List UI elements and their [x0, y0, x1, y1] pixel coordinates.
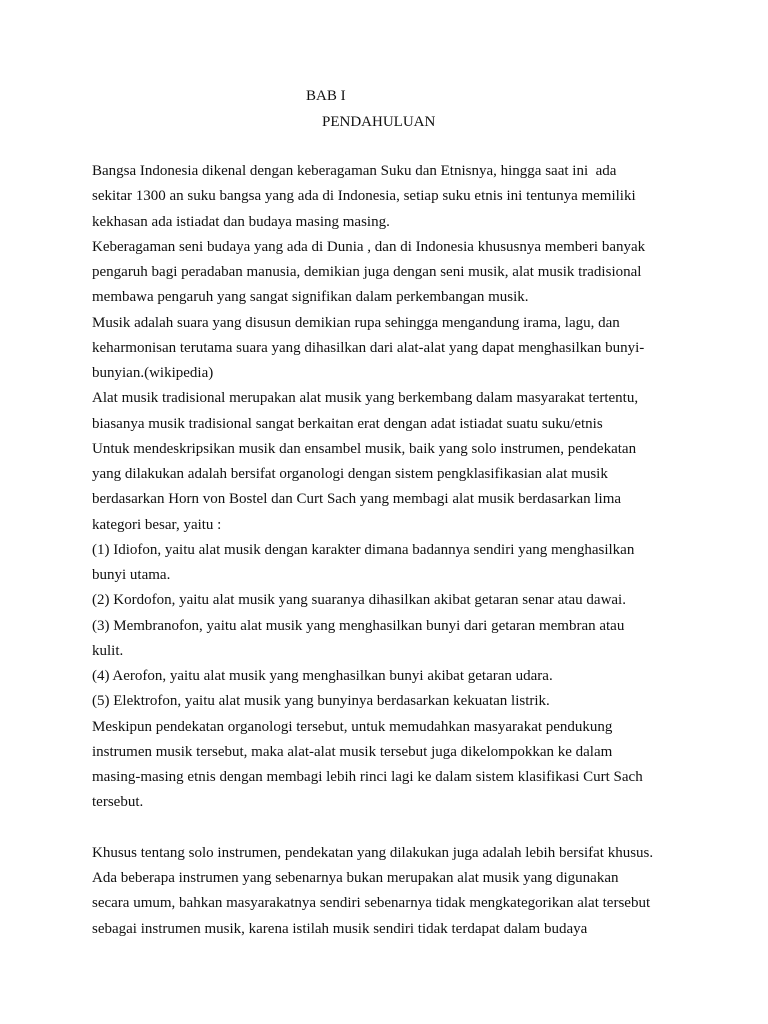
chapter-heading: BAB I	[306, 88, 346, 104]
text-line: kekhasan ada istiadat dan budaya masing masing.	[92, 213, 390, 230]
text-line: membawa pengaruh yang sangat signifikan dalam perkembangan musik.	[92, 289, 529, 306]
text-line: berdasarkan Horn von Bostel dan Curt Sach yang membagi alat musik berdasarkan lima	[92, 491, 622, 508]
text-line: Keberagaman seni budaya yang ada di Dunia , dan di Indonesia khususnya memberi banyak	[92, 238, 646, 255]
text-line: instrumen musik tersebut, maka alat-alat musik tersebut juga dikelompokkan ke dalam	[92, 743, 613, 760]
text-line: pengaruh bagi peradaban manusia, demikian juga dengan seni musik, alat musik tradisional	[92, 264, 642, 280]
text-line: secara umum, bahkan masyarakatnya sendiri sebenarnya tidak mengkategorikan alat tersebut	[92, 895, 651, 912]
text-line: biasanya musik tradisional sangat berkaitan erat dengan adat istiadat suatu suku/etnis	[92, 415, 603, 432]
body-text	[92, 159, 692, 942]
paragraph-break	[92, 816, 692, 841]
text-line: Bangsa Indonesia dikenal dengan keberagaman Suku dan Etnisnya, hingga saat ini ada	[92, 163, 617, 179]
text-line: keharmonisan terutama suara yang dihasilkan dari alat-alat yang dapat menghasilkan bunyi-	[92, 339, 645, 356]
text-line: Khusus tentang solo instrumen, pendekatan yang dilakukan juga adalah lebih bersifat khusus.	[92, 844, 654, 861]
text-line: tersebut.	[92, 794, 144, 811]
text-line: Meskipun pendekatan organologi tersebut, untuk memudahkan masyarakat pendukung	[92, 718, 613, 735]
text-line: (5) Elektrofon, yaitu alat musik yang bunyinya berdasarkan kekuatan listrik.	[92, 693, 550, 710]
text-line: kulit.	[92, 642, 124, 659]
text-line: yang dilakukan adalah bersifat organologi dengan sistem pengklasifikasian alat musik	[92, 466, 608, 482]
text-line: Alat musik tradisional merupakan alat musik yang berkembang dalam masyarakat tertentu,	[92, 390, 639, 407]
text-line: (4) Aerofon, yaitu alat musik yang menghasilkan bunyi akibat getaran udara.	[92, 668, 553, 684]
chapter-title: PENDAHULUAN	[322, 114, 436, 130]
text-line: bunyi utama.	[92, 567, 171, 583]
text-line: Untuk mendeskripsikan musik dan ensambel musik, baik yang solo instrumen, pendekatan	[92, 440, 637, 457]
text-line: kategori besar, yaitu :	[92, 516, 222, 533]
text-line: (3) Membranofon, yaitu alat musik yang menghasilkan bunyi dari getaran membran atau	[92, 617, 625, 634]
text-line: (1) Idiofon, yaitu alat musik dengan karakter dimana badannya sendiri yang menghasilkan	[92, 541, 635, 558]
text-line: Musik adalah suara yang disusun demikian rupa sehingga mengandung irama, lagu, dan	[92, 314, 620, 331]
text-line: (2) Kordofon, yaitu alat musik yang suaranya dihasilkan akibat getaran senar atau dawai.	[92, 592, 626, 609]
text-line: sekitar 1300 an suku bangsa yang ada di Indonesia, setiap suku etnis ini tentunya memiliki	[92, 188, 636, 205]
text-line: Ada beberapa instrumen yang sebenarnya bukan merupakan alat musik yang digunakan	[92, 870, 619, 886]
text-line: sebagai instrumen musik, karena istilah musik sendiri tidak terdapat dalam budaya	[92, 920, 588, 937]
text-line: masing-masing etnis dengan membagi lebih rinci lagi ke dalam sistem klasifikasi Curt Sach	[92, 769, 643, 785]
text-line: bunyian.(wikipedia)	[92, 365, 214, 381]
